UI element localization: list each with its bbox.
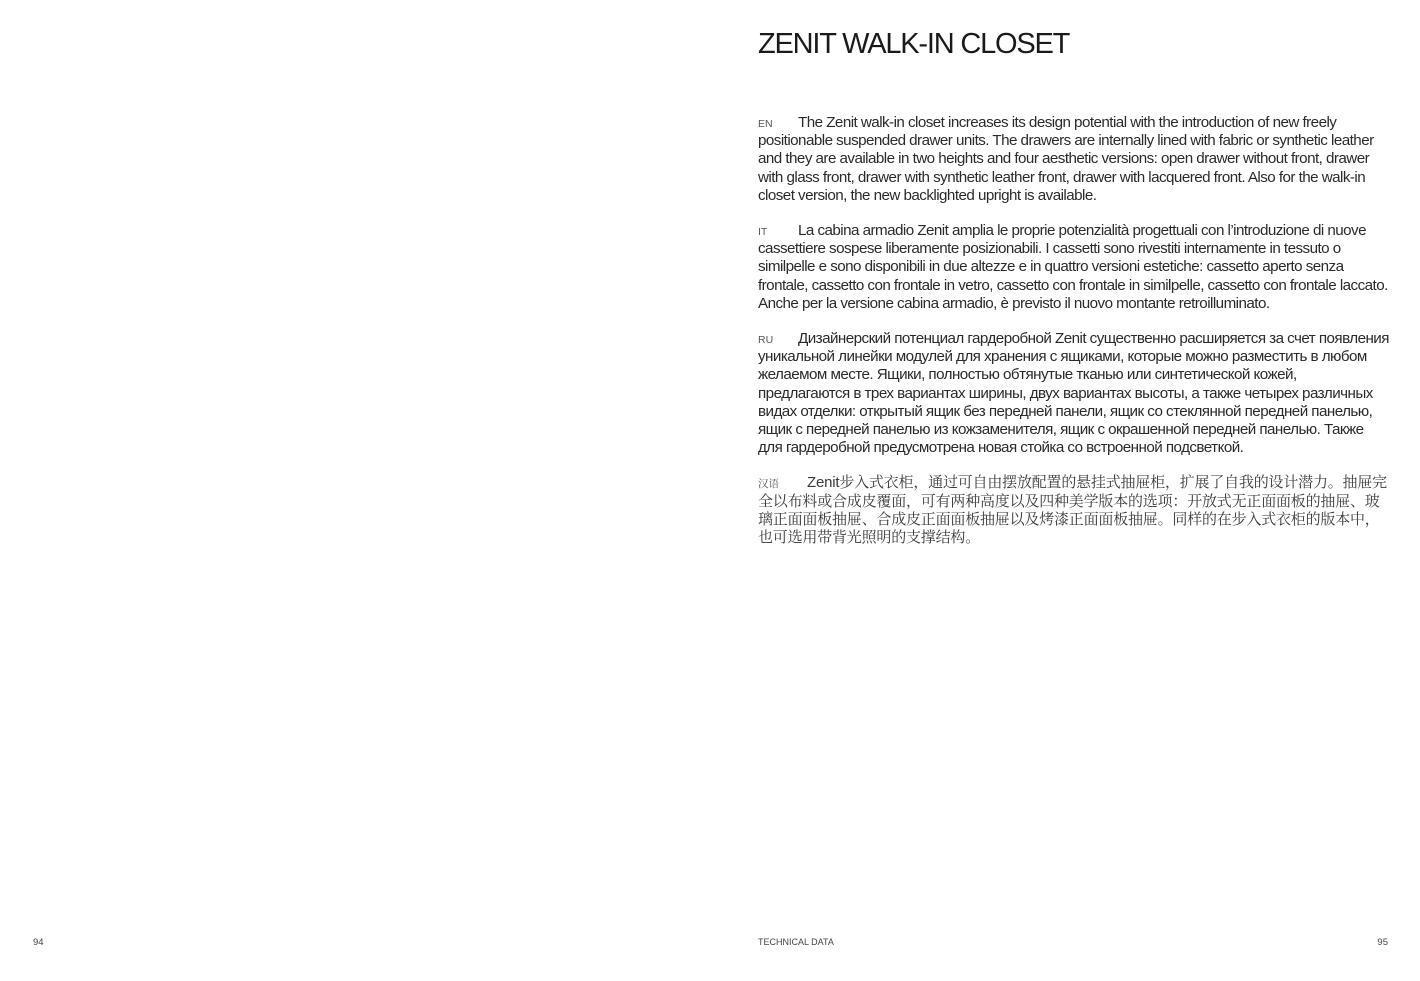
page-number-right: 95: [1377, 937, 1388, 948]
language-code-en: EN: [758, 118, 773, 130]
paragraph-ru: [758, 330, 1390, 457]
language-code-zh: 汉语: [758, 478, 779, 491]
paragraph-text-it: La cabina armadio Zenit amplia le proprie potenzialità progettuali con l’introduzione di nuove cassettiere sospese liberamente posizionabili. I cassetti sono rivestiti internamente in tessuto o similpelle e sono disponibili in due altezze e in quattro versioni estetiche: cassetto aperto senza frontale, cassetto con frontale in vetro, cassetto con frontale in similpelle, cassetto con frontale laccato. Anche per la versione cabina armadio, è previsto il nuovo montante retroilluminato.: [758, 222, 1388, 312]
paragraph-en: [758, 114, 1390, 205]
paragraph-text-zh: Zenit步入式衣柜，通过可自由摆放配置的悬挂式抽屉柜，扩展了自我的设计潜力。抽屉完全以布料或合成皮覆面，可有两种高度以及四种美学版本的选项：开放式无正面面板的抽屉、玻璃正面面板抽屉、合成皮正面面板抽屉以及烤漆正面面板抽屉。同样的在步入式衣柜的版本中，也可选用带背光照明的支撑结构。: [758, 474, 1387, 547]
paragraph-zh: [758, 474, 1390, 547]
paragraph-it: [758, 222, 1390, 313]
multilingual-description: [758, 114, 1390, 564]
page-title: ZENIT WALK-IN CLOSET: [758, 28, 1070, 60]
right-page: [710, 0, 1420, 981]
paragraph-text-en: The Zenit walk-in closet increases its design potential with the introduction of new freely positionable suspended drawer units. The drawers are internally lined with fabric or synthetic leather and they are available in two heights and four aesthetic versions: open drawer without front, drawer with glass front, drawer with synthetic leather front, drawer with lacquered front. Also for the walk-in closet version, the new backlighted upright is available.: [758, 114, 1374, 204]
language-code-ru: RU: [758, 334, 774, 347]
paragraph-text-ru: Дизайнерский потенциал гардеробной Zenit существенно расширяется за счет появления уникальной линейки модулей для хранения с ящиками, которые можно разместить в любом желаемом месте. Ящики, полностью обтянутые тканью или синтетической кожей, предлагаются в трех вариантах ширины, двух вариантах высоты, а также четырех различных видах отделки: открытый ящик без передней панели, ящик со стеклянной передней панелью, ящик с передней панелью из кожзаменителя, ящик с окрашенной передней панелью. Также для гардеробной предусмотрена новая стойка со встроенной подсветкой.: [758, 330, 1389, 457]
language-code-it: IT: [758, 226, 768, 239]
page-number-left: 94: [33, 937, 44, 948]
section-label: TECHNICAL DATA: [758, 937, 834, 947]
